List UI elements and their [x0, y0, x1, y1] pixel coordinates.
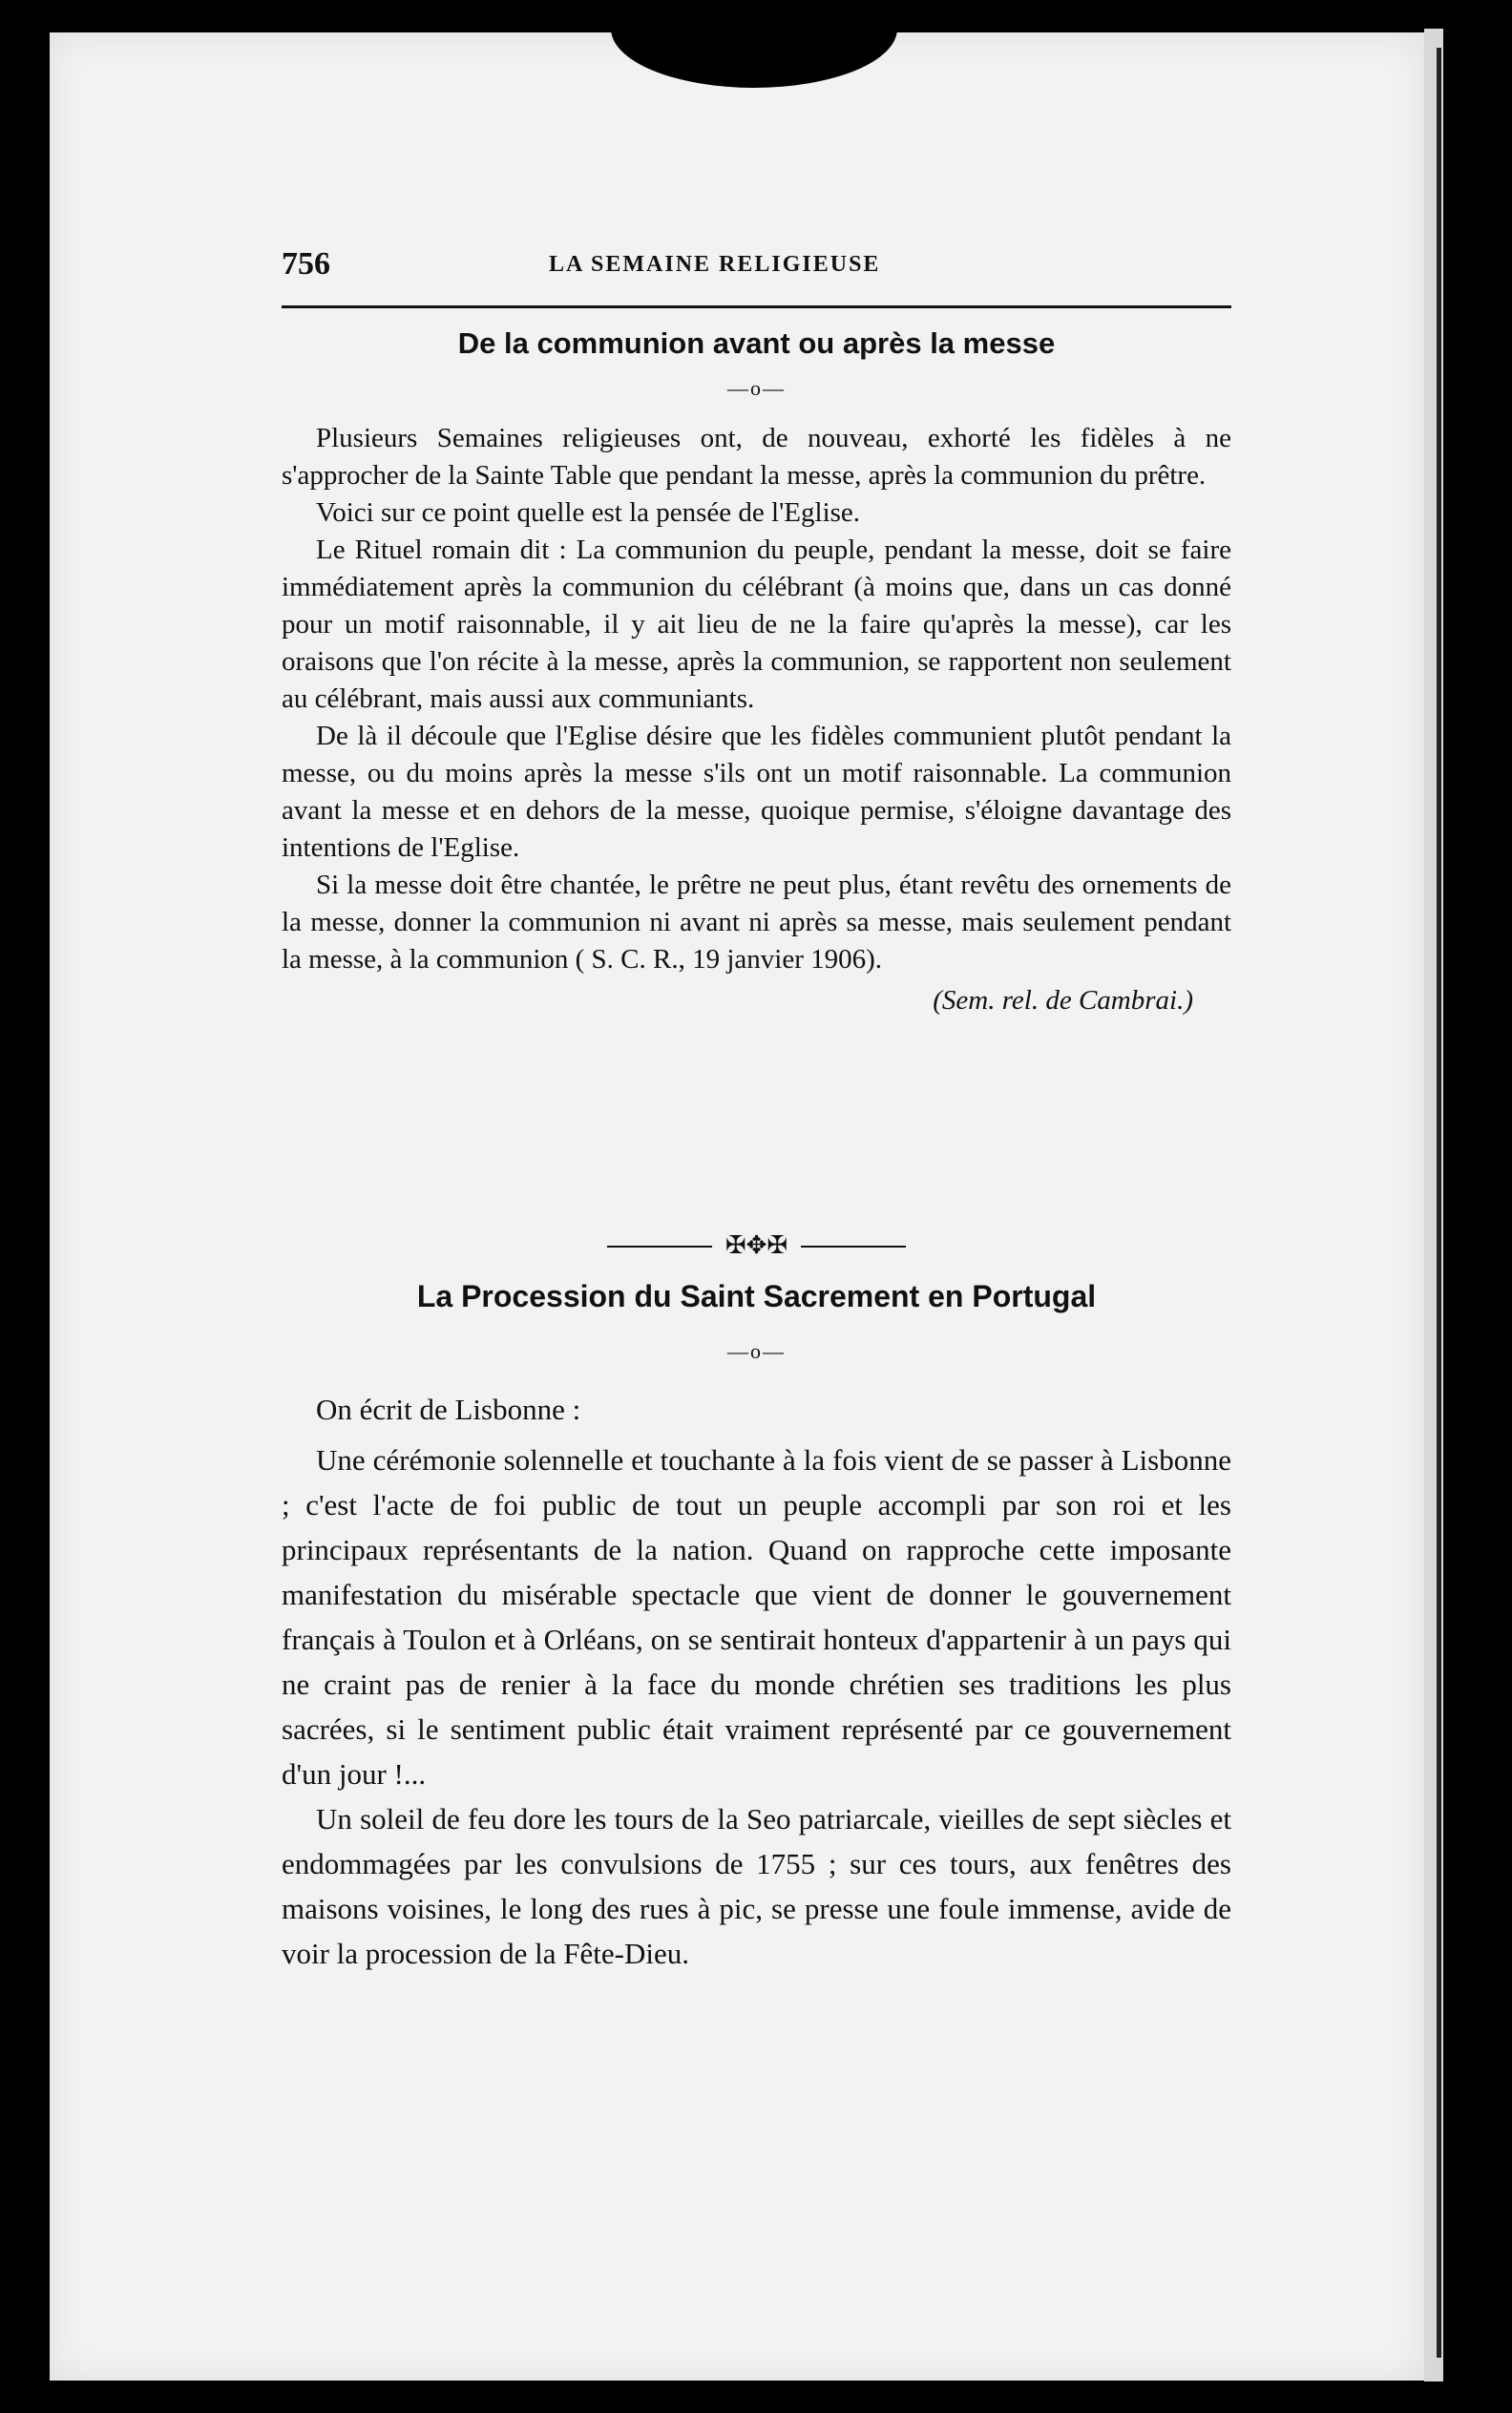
header-rule — [282, 305, 1231, 308]
paragraph: De là il découle que l'Eglise désire que les fidèles communient plutôt pendant la messe, ou du moins après la messe s'ils ont un motif raisonnable. La communion avant la messe et en dehors de la messe, quoique permise, s'éloigne davantage des intentions de l'Eglise. — [282, 721, 1231, 863]
paragraph: Un soleil de feu dore les tours de la Seo patriarcale, vieilles de sept siècles et endommagées par les convulsions de 1755 ; sur ces tours, aux fenêtres des maisons voisines, le long des rues à pic, se presse une foule immense, avide de voir la procession de la Fête-Dieu. — [282, 1802, 1231, 1970]
paragraph: Voici sur ce point quelle est la pensée de l'Eglise. — [316, 497, 861, 528]
paragraph: Plusieurs Semaines religieuses ont, de nouveau, exhorté les fidèles à ne s'approcher de la Sainte Table que pendant la messe, après la communion du prêtre. — [282, 423, 1231, 491]
title-separator: —o— — [727, 1339, 786, 1363]
article-title: De la communion avant ou après la messe — [457, 326, 1056, 360]
paragraph: Une cérémonie solennelle et touchante à la fois vient de se passer à Lisbonne ; c'est l'acte de foi public de tout un peuple accompli par son roi et les principaux représentants de la nation. Quand on rapproche cette imposante manifestation du misérable spectacle que vient de donner le gouvernement français à Toulon et à Orléans, on se sentirait honteux d'appartenir à un pays qui ne craint pas de renier à la face du monde chrétien ses traditions les plus sacrées, si le sentiment public était vraiment représenté par ce gouvernement d'un jour !... — [282, 1443, 1231, 1791]
ornament-line-right — [801, 1246, 906, 1248]
article-communion — [282, 325, 1231, 1019]
gutter-shadow — [1437, 48, 1441, 2358]
paragraph: Si la messe doit être chantée, le prêtre ne peut plus, étant revêtu des ornements de la messe, donner la communion ni avant ni après sa messe, mais seulement pendant la messe, à la communion ( S. C. R., 19 janvier 1906). — [282, 870, 1231, 975]
article-procession — [282, 1274, 1231, 1976]
page-number: 756 — [282, 246, 330, 282]
running-title: LA SEMAINE RELIGIEUSE — [549, 252, 881, 277]
title-separator: —o— — [727, 376, 786, 400]
dateline: On écrit de Lisbonne : — [316, 1393, 581, 1426]
section-ornament — [282, 1231, 1231, 1260]
ornament-line-left — [607, 1246, 712, 1248]
ornament-glyph: ✠✥✠ — [724, 1231, 788, 1260]
page-header — [282, 246, 1231, 294]
article-title: La Procession du Saint Sacrement en Portugal — [416, 1279, 1097, 1313]
paragraph: Le Rituel romain dit : La communion du peuple, pendant la messe, doit se faire immédiatement après la communion du célébrant (à moins que, dans un cas donné pour un motif raisonnable, il y ait lieu de ne la faire qu'après la messe), car les oraisons que l'on récite à la messe, après la communion, se rapportent non seulement au célébrant, mais aussi aux communiants. — [282, 535, 1231, 714]
source-citation: (Sem. rel. de Cambrai.) — [933, 985, 1193, 1016]
